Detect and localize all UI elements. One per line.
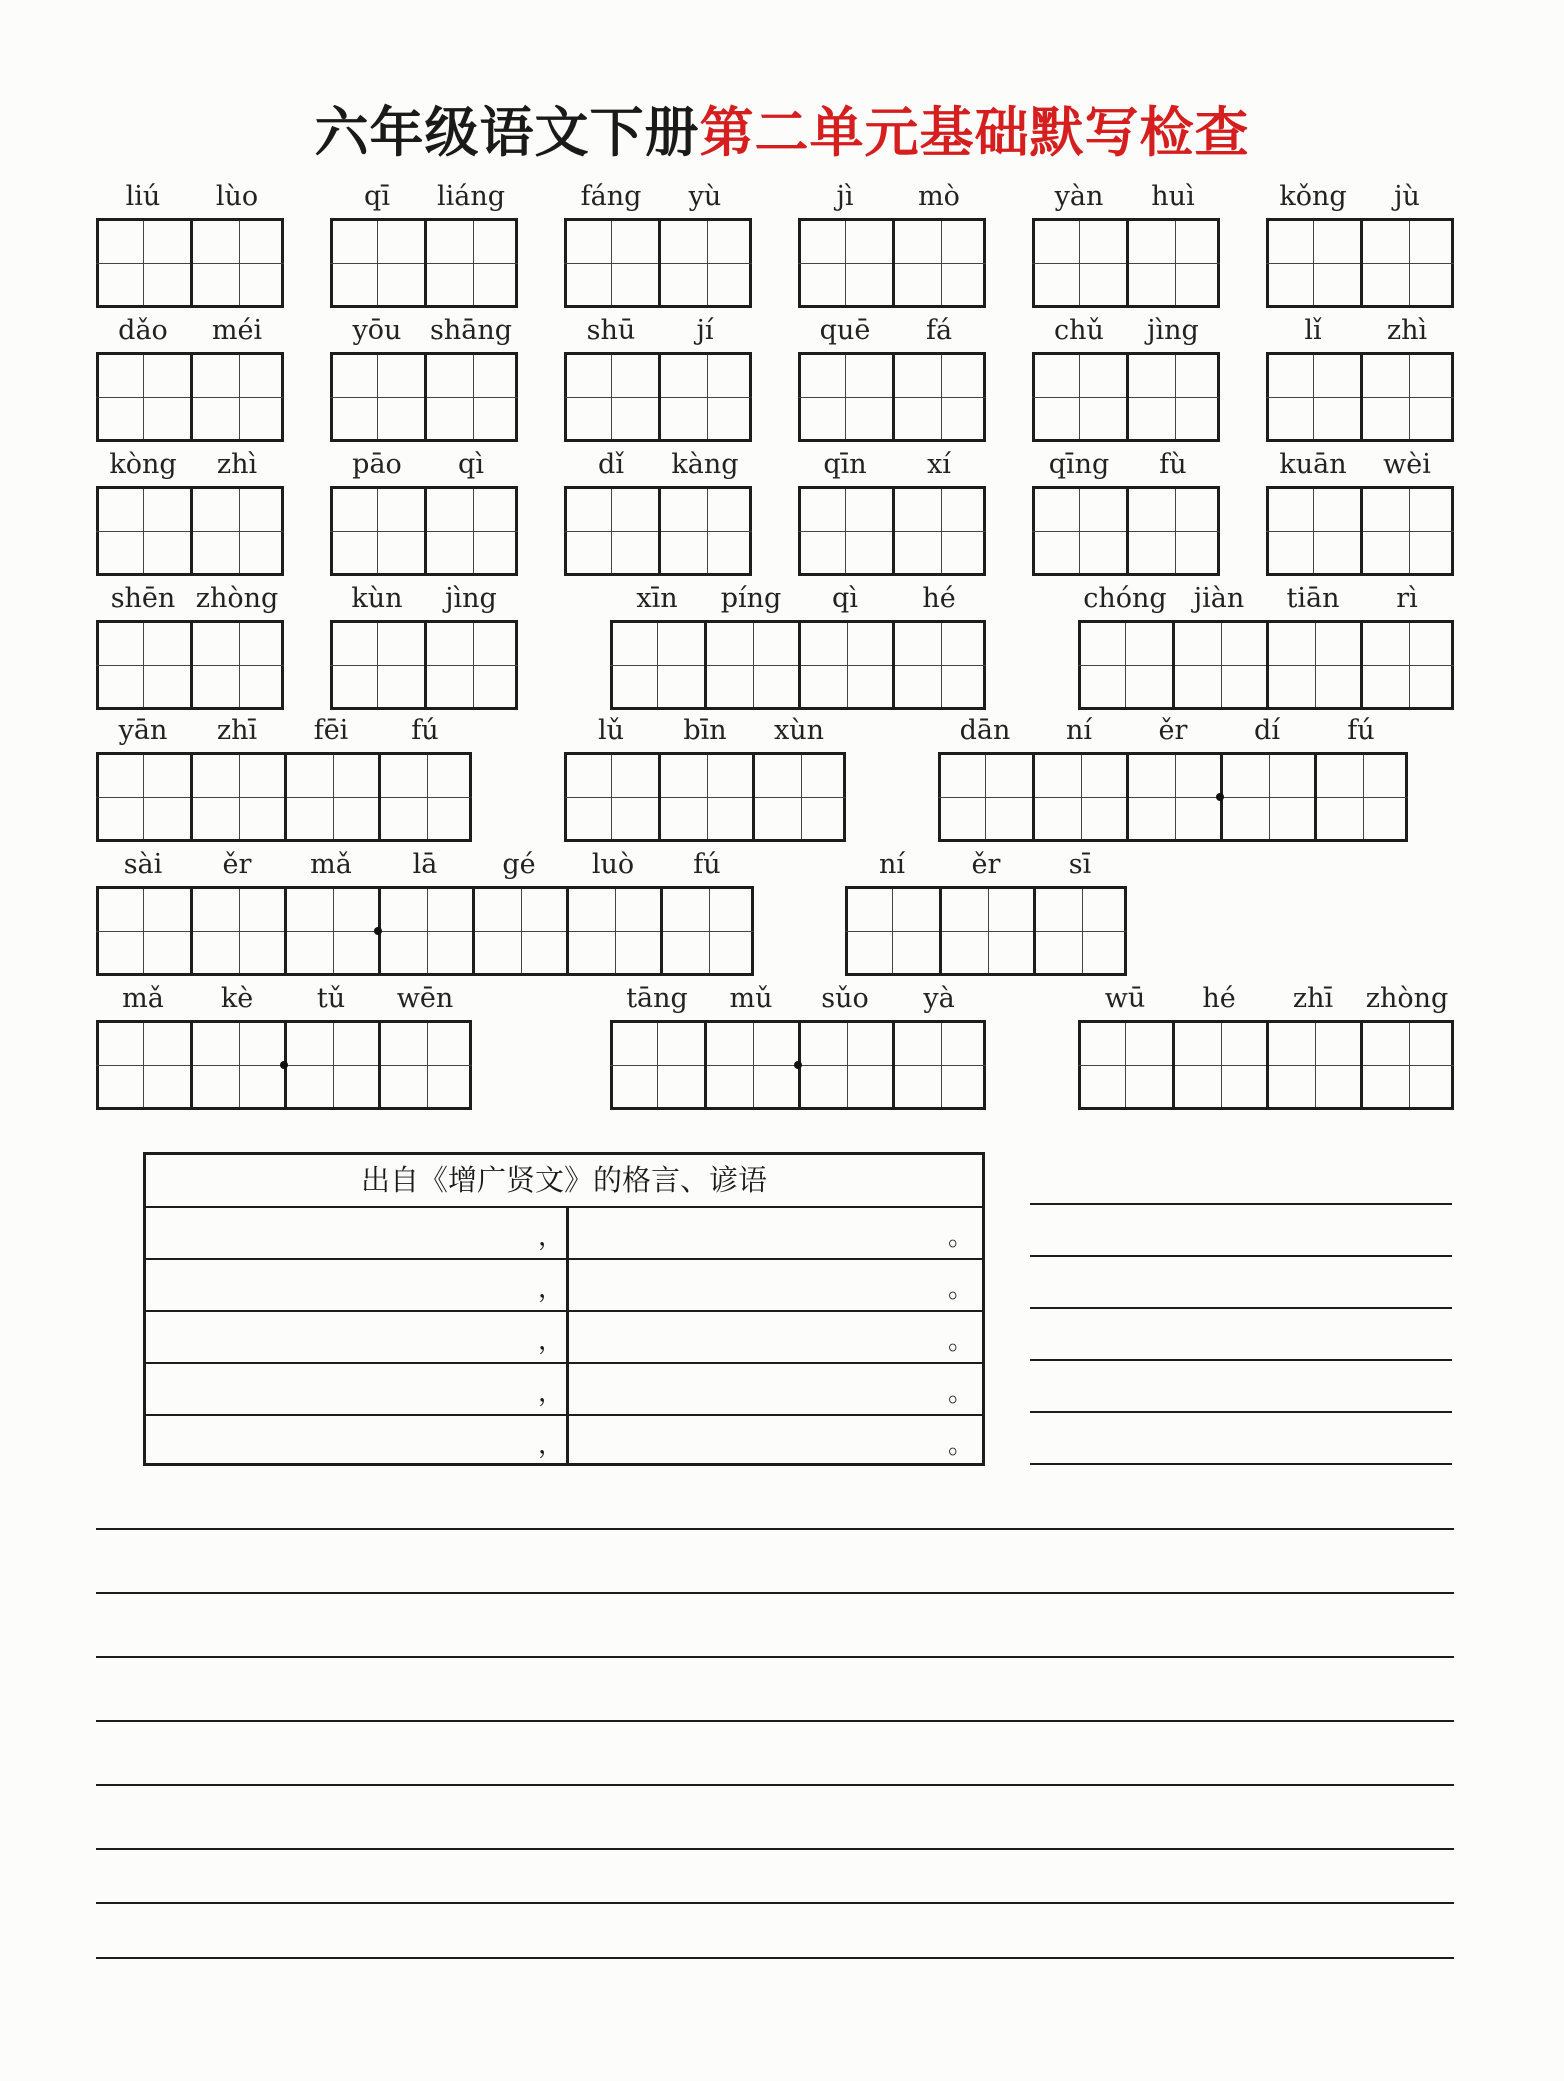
- tianzige-cell[interactable]: [190, 889, 284, 973]
- character-box[interactable]: [330, 620, 518, 710]
- pinyin-label: chóng: [1083, 583, 1167, 614]
- tianzige-cell[interactable]: [1172, 1023, 1266, 1107]
- maxim-first-half-field[interactable]: [146, 1258, 569, 1310]
- pinyin-label: chǔ: [1054, 315, 1104, 346]
- pinyin-label: gé: [502, 849, 536, 880]
- answer-line[interactable]: [96, 1528, 1454, 1530]
- pinyin-label: ní: [1065, 715, 1093, 746]
- pinyin-label: qīng: [1048, 449, 1110, 480]
- character-box[interactable]: [610, 620, 986, 710]
- character-box[interactable]: [798, 486, 986, 576]
- tianzige-cell[interactable]: [798, 1023, 892, 1107]
- pinyin-label: yōu: [352, 315, 402, 346]
- comma-mark: ，: [537, 1430, 564, 1460]
- tianzige-cell[interactable]: [892, 623, 986, 707]
- tianzige-cell[interactable]: [798, 623, 892, 707]
- period-mark: 。: [947, 1378, 974, 1408]
- tianzige-cell[interactable]: [424, 355, 518, 439]
- tianzige-cell[interactable]: [658, 355, 752, 439]
- tianzige-cell[interactable]: [1360, 489, 1454, 573]
- character-box[interactable]: [96, 218, 284, 308]
- tianzige-cell[interactable]: [1266, 221, 1360, 305]
- pinyin-label: huì: [1151, 181, 1195, 212]
- pinyin-label: fú: [1347, 715, 1375, 746]
- maxim-table: [143, 1152, 985, 1466]
- comma-mark: ，: [537, 1222, 564, 1252]
- pinyin-label: qì: [832, 583, 858, 614]
- maxim-row: [146, 1414, 982, 1466]
- pinyin-label: quē: [819, 315, 871, 346]
- tianzige-cell[interactable]: [330, 489, 424, 573]
- pinyin-label: píng: [720, 583, 782, 614]
- pinyin-label: kùn: [351, 583, 403, 614]
- tianzige-cell[interactable]: [378, 889, 472, 973]
- period-mark: 。: [947, 1222, 974, 1252]
- tianzige-cell[interactable]: [330, 623, 424, 707]
- pinyin-label: kòng: [109, 449, 177, 480]
- pinyin-label: fáng: [580, 181, 642, 212]
- character-box[interactable]: [1078, 1020, 1454, 1110]
- name-separator-dot: [1216, 793, 1224, 801]
- pinyin-label: hé: [922, 583, 956, 614]
- tianzige-cell[interactable]: [472, 889, 566, 973]
- pinyin-label: wèi: [1383, 449, 1431, 480]
- pinyin-label: zhī: [1292, 983, 1334, 1014]
- pinyin-label: rì: [1396, 583, 1418, 614]
- pinyin-label: jù: [1394, 181, 1420, 212]
- pinyin-label: jì: [836, 181, 854, 212]
- pinyin-label: tāng: [626, 983, 688, 1014]
- maxim-second-half-field[interactable]: [569, 1362, 982, 1414]
- character-box[interactable]: [96, 886, 754, 976]
- pinyin-label: luò: [591, 849, 635, 880]
- pinyin-label: bīn: [683, 715, 727, 746]
- tianzige-cell[interactable]: [1032, 755, 1126, 839]
- pinyin-label: jìng: [1147, 315, 1199, 346]
- tianzige-cell[interactable]: [938, 755, 1032, 839]
- character-box[interactable]: [564, 486, 752, 576]
- pinyin-label: ěr: [222, 849, 252, 880]
- pinyin-label: jìng: [445, 583, 497, 614]
- character-box[interactable]: [564, 218, 752, 308]
- tianzige-cell[interactable]: [1078, 1023, 1172, 1107]
- tianzige-cell[interactable]: [939, 889, 1033, 973]
- tianzige-cell[interactable]: [704, 623, 798, 707]
- pinyin-label: wū: [1104, 983, 1146, 1014]
- pinyin-label: xùn: [773, 715, 825, 746]
- page-title: [0, 98, 1564, 168]
- pinyin-label: zhī: [216, 715, 258, 746]
- period-mark: 。: [947, 1326, 974, 1356]
- pinyin-label: zhòng: [195, 583, 279, 614]
- maxim-first-half-field[interactable]: [146, 1310, 569, 1362]
- pinyin-label: zhì: [1386, 315, 1428, 346]
- pinyin-label: liáng: [436, 181, 506, 212]
- tianzige-cell[interactable]: [330, 355, 424, 439]
- tianzige-cell[interactable]: [190, 489, 284, 573]
- pinyin-label: qì: [458, 449, 484, 480]
- tianzige-cell[interactable]: [1126, 489, 1220, 573]
- tianzige-cell[interactable]: [1078, 623, 1172, 707]
- pinyin-label: sài: [123, 849, 163, 880]
- pinyin-label: pāo: [352, 449, 402, 480]
- tianzige-cell[interactable]: [660, 889, 754, 973]
- tianzige-cell[interactable]: [424, 623, 518, 707]
- tianzige-cell[interactable]: [798, 221, 892, 305]
- tianzige-cell[interactable]: [892, 221, 986, 305]
- tianzige-cell[interactable]: [752, 755, 846, 839]
- tianzige-cell[interactable]: [190, 1023, 284, 1107]
- tianzige-cell[interactable]: [798, 489, 892, 573]
- character-box[interactable]: [938, 752, 1408, 842]
- pinyin-label: ěr: [1158, 715, 1188, 746]
- tianzige-cell[interactable]: [96, 755, 190, 839]
- tianzige-cell[interactable]: [564, 221, 658, 305]
- maxim-second-half-field[interactable]: [569, 1258, 982, 1310]
- tianzige-cell[interactable]: [566, 889, 660, 973]
- answer-line[interactable]: [96, 1592, 1454, 1594]
- title-red: 第二单元基础默写检查: [699, 101, 1250, 164]
- tianzige-cell[interactable]: [892, 489, 986, 573]
- pinyin-label: liú: [125, 181, 161, 212]
- pinyin-label: mò: [918, 181, 960, 212]
- pinyin-label: shēn: [110, 583, 176, 614]
- tianzige-cell[interactable]: [284, 755, 378, 839]
- maxim-row: [146, 1258, 982, 1312]
- pinyin-label: yān: [118, 715, 168, 746]
- pinyin-label: dǎo: [118, 315, 168, 346]
- pinyin-label: dí: [1254, 715, 1280, 746]
- answer-line[interactable]: [1030, 1203, 1452, 1205]
- tianzige-cell[interactable]: [892, 1023, 986, 1107]
- pinyin-label: dān: [959, 715, 1011, 746]
- tianzige-cell[interactable]: [378, 755, 472, 839]
- pinyin-label: fú: [693, 849, 721, 880]
- maxim-second-half-field[interactable]: [569, 1310, 982, 1362]
- answer-line[interactable]: [96, 1656, 1454, 1658]
- answer-line[interactable]: [96, 1902, 1454, 1904]
- character-box[interactable]: [330, 486, 518, 576]
- answer-line[interactable]: [1030, 1359, 1452, 1361]
- tianzige-cell[interactable]: [1360, 623, 1454, 707]
- answer-line[interactable]: [96, 1957, 1454, 1959]
- tianzige-cell[interactable]: [96, 623, 190, 707]
- maxim-first-half-field[interactable]: [146, 1206, 569, 1258]
- tianzige-cell[interactable]: [1314, 755, 1408, 839]
- pinyin-label: kuān: [1279, 449, 1347, 480]
- pinyin-label: yàn: [1054, 181, 1104, 212]
- maxim-second-half-field[interactable]: [569, 1414, 982, 1466]
- pinyin-label: mǔ: [729, 983, 773, 1014]
- tianzige-cell[interactable]: [1266, 1023, 1360, 1107]
- tianzige-cell[interactable]: [704, 1023, 798, 1107]
- pinyin-label: kàng: [671, 449, 739, 480]
- period-mark: 。: [947, 1274, 974, 1304]
- character-box[interactable]: [1266, 352, 1454, 442]
- answer-line[interactable]: [1030, 1255, 1452, 1257]
- pinyin-label: mǎ: [310, 849, 352, 880]
- tianzige-cell[interactable]: [1360, 1023, 1454, 1107]
- pinyin-label: lǐ: [1304, 315, 1322, 346]
- answer-line[interactable]: [96, 1784, 1454, 1786]
- tianzige-cell[interactable]: [96, 221, 190, 305]
- maxim-table-header: 出自《增广贤文》的格言、谚语: [146, 1155, 982, 1208]
- name-separator-dot: [280, 1061, 288, 1069]
- tianzige-cell[interactable]: [1266, 355, 1360, 439]
- pinyin-label: tiān: [1286, 583, 1340, 614]
- tianzige-cell[interactable]: [1032, 355, 1126, 439]
- comma-mark: ，: [537, 1326, 564, 1356]
- character-box[interactable]: [330, 352, 518, 442]
- answer-line[interactable]: [1030, 1307, 1452, 1309]
- character-box[interactable]: [96, 752, 472, 842]
- maxim-row: [146, 1362, 982, 1416]
- maxim-row: [146, 1206, 982, 1260]
- pinyin-label: yà: [923, 983, 955, 1014]
- tianzige-cell[interactable]: [96, 489, 190, 573]
- tianzige-cell[interactable]: [284, 889, 378, 973]
- pinyin-label: lǔ: [597, 715, 625, 746]
- tianzige-cell[interactable]: [658, 755, 752, 839]
- name-separator-dot: [374, 927, 382, 935]
- tianzige-cell[interactable]: [1033, 889, 1127, 973]
- pinyin-label: kǒng: [1279, 181, 1347, 212]
- tianzige-cell[interactable]: [1126, 221, 1220, 305]
- answer-line[interactable]: [1030, 1463, 1452, 1465]
- pinyin-label: zhòng: [1365, 983, 1449, 1014]
- character-box[interactable]: [330, 218, 518, 308]
- character-box[interactable]: [96, 620, 284, 710]
- tianzige-cell[interactable]: [658, 489, 752, 573]
- pinyin-label: shū: [586, 315, 636, 346]
- tianzige-cell[interactable]: [284, 1023, 378, 1107]
- tianzige-cell[interactable]: [658, 221, 752, 305]
- pinyin-label: méi: [211, 315, 263, 346]
- tianzige-cell[interactable]: [424, 221, 518, 305]
- tianzige-cell[interactable]: [1220, 755, 1314, 839]
- pinyin-label: mǎ: [122, 983, 164, 1014]
- pinyin-label: sǔo: [821, 983, 869, 1014]
- character-box[interactable]: [564, 752, 846, 842]
- pinyin-label: shāng: [429, 315, 513, 346]
- tianzige-cell[interactable]: [564, 755, 658, 839]
- pinyin-label: xí: [927, 449, 951, 480]
- character-box[interactable]: [564, 352, 752, 442]
- tianzige-cell[interactable]: [798, 355, 892, 439]
- character-box[interactable]: [1032, 218, 1220, 308]
- pinyin-label: fēi: [313, 715, 349, 746]
- tianzige-cell[interactable]: [190, 221, 284, 305]
- tianzige-cell[interactable]: [1266, 623, 1360, 707]
- tianzige-cell[interactable]: [1126, 755, 1220, 839]
- tianzige-cell[interactable]: [190, 355, 284, 439]
- pinyin-label: dǐ: [598, 449, 624, 480]
- answer-line[interactable]: [96, 1720, 1454, 1722]
- pinyin-label: zhì: [216, 449, 258, 480]
- tianzige-cell[interactable]: [1266, 489, 1360, 573]
- pinyin-label: qīn: [823, 449, 867, 480]
- character-box[interactable]: [1266, 218, 1454, 308]
- tianzige-cell[interactable]: [845, 889, 939, 973]
- pinyin-label: fá: [925, 315, 953, 346]
- answer-line[interactable]: [96, 1848, 1454, 1850]
- tianzige-cell[interactable]: [610, 623, 704, 707]
- maxim-first-half-field[interactable]: [146, 1414, 569, 1466]
- tianzige-cell[interactable]: [564, 355, 658, 439]
- maxim-row: [146, 1310, 982, 1364]
- pinyin-label: lā: [412, 849, 438, 880]
- pinyin-label: fù: [1159, 449, 1187, 480]
- tianzige-cell[interactable]: [1126, 355, 1220, 439]
- pinyin-label: tǔ: [316, 983, 346, 1014]
- pinyin-label: xīn: [636, 583, 678, 614]
- tianzige-cell[interactable]: [1360, 221, 1454, 305]
- pinyin-label: kè: [220, 983, 254, 1014]
- character-box[interactable]: [798, 352, 986, 442]
- answer-line[interactable]: [1030, 1411, 1452, 1413]
- tianzige-cell[interactable]: [96, 355, 190, 439]
- character-box[interactable]: [96, 486, 284, 576]
- character-box[interactable]: [1032, 486, 1220, 576]
- tianzige-cell[interactable]: [190, 755, 284, 839]
- tianzige-cell[interactable]: [1360, 355, 1454, 439]
- pinyin-label: qī: [364, 181, 390, 212]
- pinyin-label: ěr: [971, 849, 1001, 880]
- tianzige-cell[interactable]: [564, 489, 658, 573]
- character-box[interactable]: [1266, 486, 1454, 576]
- pinyin-label: jí: [696, 315, 714, 346]
- pinyin-label: yù: [688, 181, 722, 212]
- name-separator-dot: [794, 1061, 802, 1069]
- pinyin-label: lùo: [215, 181, 259, 212]
- tianzige-cell[interactable]: [1032, 221, 1126, 305]
- character-box[interactable]: [96, 352, 284, 442]
- maxim-first-half-field[interactable]: [146, 1362, 569, 1414]
- tianzige-cell[interactable]: [424, 489, 518, 573]
- tianzige-cell[interactable]: [892, 355, 986, 439]
- character-box[interactable]: [845, 886, 1127, 976]
- tianzige-cell[interactable]: [1032, 489, 1126, 573]
- comma-mark: ，: [537, 1378, 564, 1408]
- pinyin-label: sī: [1068, 849, 1092, 880]
- pinyin-label: ní: [878, 849, 906, 880]
- tianzige-cell[interactable]: [610, 1023, 704, 1107]
- character-box[interactable]: [798, 218, 986, 308]
- tianzige-cell[interactable]: [190, 623, 284, 707]
- tianzige-cell[interactable]: [330, 221, 424, 305]
- pinyin-label: fú: [411, 715, 439, 746]
- period-mark: 。: [947, 1430, 974, 1460]
- tianzige-cell[interactable]: [378, 1023, 472, 1107]
- title-black: 六年级语文下册: [314, 101, 700, 164]
- character-box[interactable]: [1032, 352, 1220, 442]
- tianzige-cell[interactable]: [1172, 623, 1266, 707]
- tianzige-cell[interactable]: [96, 889, 190, 973]
- comma-mark: ，: [537, 1274, 564, 1304]
- pinyin-label: jiàn: [1193, 583, 1245, 614]
- character-box[interactable]: [1078, 620, 1454, 710]
- maxim-second-half-field[interactable]: [569, 1206, 982, 1258]
- pinyin-label: wēn: [396, 983, 454, 1014]
- pinyin-label: hé: [1202, 983, 1236, 1014]
- tianzige-cell[interactable]: [96, 1023, 190, 1107]
